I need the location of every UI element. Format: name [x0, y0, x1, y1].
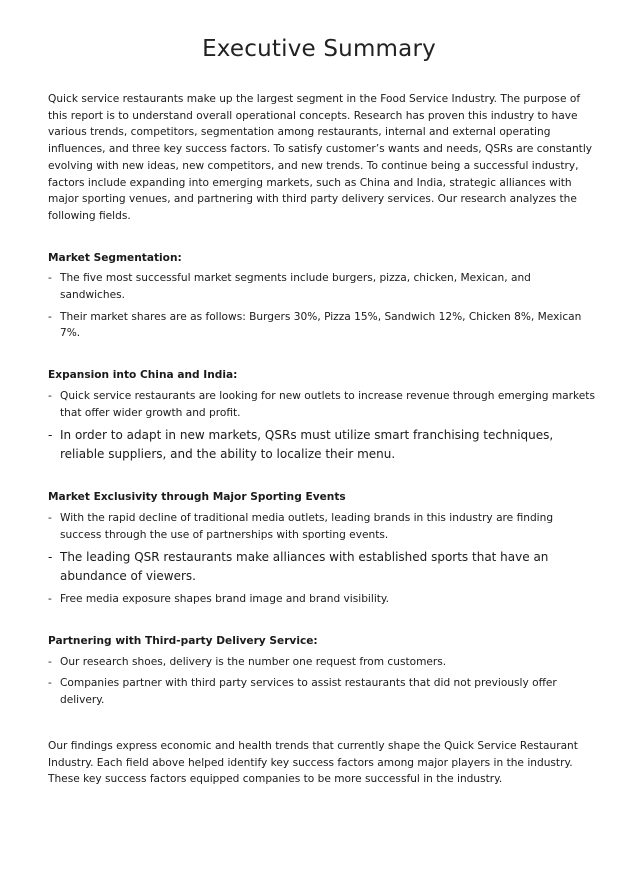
section-market-exclusivity [48, 489, 596, 608]
list-item [48, 426, 596, 464]
page-title: Executive Summary [202, 36, 436, 62]
list-item [48, 309, 596, 342]
bullet-marker: - [48, 550, 53, 565]
bullet-text: In order to adapt in new markets, QSRs must utilize smart franchising techniques, reliable suppliers, and the ability to localize their menu. [60, 428, 554, 462]
bullet-marker: - [48, 428, 53, 443]
bullet-marker: - [48, 272, 52, 285]
list-item [48, 591, 596, 608]
bullet-marker: - [48, 677, 52, 690]
bullet-text: Companies partner with third party services to assist restaurants that did not previously offer delivery. [60, 677, 557, 707]
section-heading: Market Exclusivity through Major Sporting Events [48, 491, 346, 504]
section-third-party-delivery [48, 633, 596, 709]
bullet-text: With the rapid decline of traditional media outlets, leading brands in this industry are finding success through the use of partnerships with sporting events. [60, 511, 554, 541]
section-market-segmentation [48, 250, 596, 343]
list-item [48, 388, 596, 421]
bullet-text: Their market shares are as follows: Burgers 30%, Pizza 15%, Sandwich 12%, Chicken 8%, Mexican 7%. [60, 310, 582, 340]
list-item [48, 270, 596, 303]
bullet-text: Quick service restaurants are looking for new outlets to increase revenue through emerging markets that offer wider growth and profit. [60, 389, 595, 419]
document-body [48, 91, 596, 788]
list-item [48, 675, 596, 708]
bullet-text: The leading QSR restaurants make alliances with established sports that have an abundance of viewers. [60, 550, 549, 584]
bullet-text: The five most successful market segments include burgers, pizza, chicken, Mexican, and sandwiches. [60, 272, 531, 302]
section-expansion-china-india [48, 367, 596, 464]
list-item [48, 510, 596, 543]
closing-paragraph: Our findings express economic and health trends that currently shape the Quick Service Restaurant Industry. Each field above helped identify key success factors among major players in the industry. These key success factors equipped companies to be more successful in the industry. [48, 739, 578, 786]
bullet-text: Our research shoes, delivery is the number one request from customers. [60, 655, 447, 668]
bullet-marker: - [48, 593, 52, 606]
bullet-marker: - [48, 389, 52, 402]
section-heading: Expansion into China and India: [48, 369, 238, 382]
section-heading: Partnering with Third-party Delivery Service: [48, 635, 318, 648]
section-heading: Market Segmentation: [48, 251, 182, 264]
bullet-marker: - [48, 655, 52, 668]
intro-paragraph: Quick service restaurants make up the largest segment in the Food Service Industry. The purpose of this report is to understand overall operational concepts. Research has proven this industry to have various trends, competitors, segmentation among restaurants, internal and external operating influences, and three key success factors. To satisfy customer’s wants and needs, QSRs are constantly evolving with new ideas, new competitors, and new trends. To continue being a successful industry, factors include expanding into emerging markets, such as China and India, strategic alliances with major sporting venues, and partnering with third party delivery services. Our research analyzes the following fields. [48, 93, 593, 222]
list-item [48, 654, 596, 671]
bullet-marker: - [48, 310, 52, 323]
list-item [48, 548, 596, 586]
bullet-marker: - [48, 511, 52, 524]
bullet-text: Free media exposure shapes brand image and brand visibility. [60, 593, 390, 606]
